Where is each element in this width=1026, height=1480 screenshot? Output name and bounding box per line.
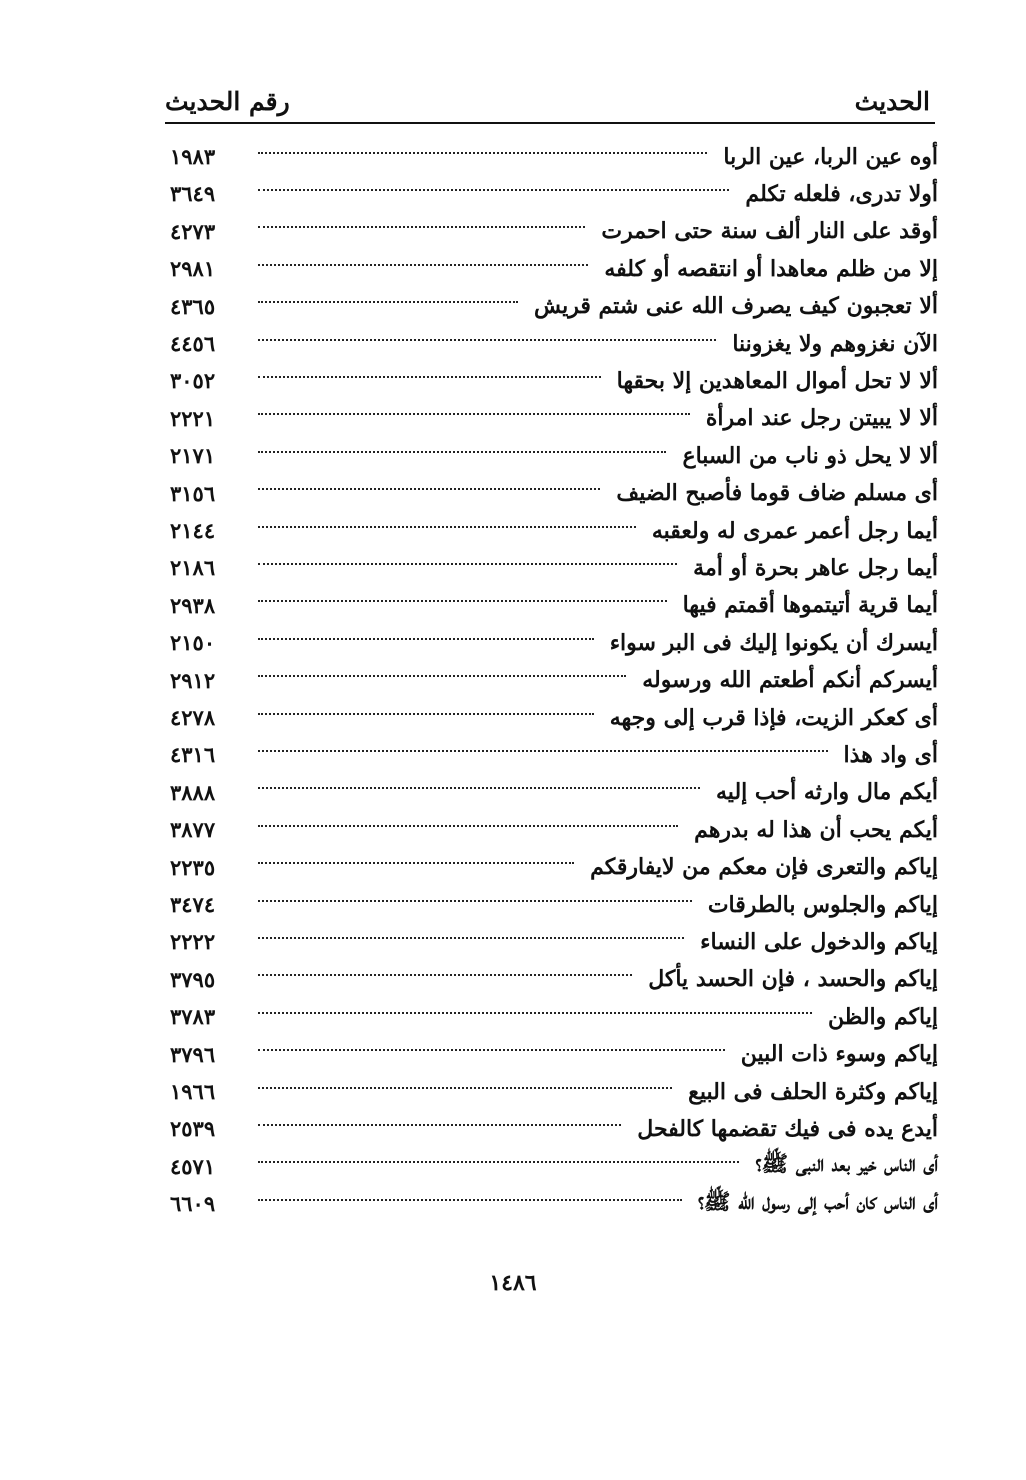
dot-leader — [258, 563, 677, 565]
dot-leader — [258, 638, 594, 640]
index-entry — [170, 325, 938, 362]
dot-leader — [258, 301, 518, 303]
dot-leader — [258, 825, 678, 827]
hadith-text: إياكم والتعرى فإن معكم من لايفارقكم — [590, 854, 938, 881]
index-entry — [170, 1036, 938, 1073]
index-entry — [170, 961, 938, 998]
hadith-text: إلا من ظلم معاهدا أو انتقصه أو كلفه — [604, 255, 938, 282]
dot-leader — [258, 675, 626, 677]
dot-leader — [258, 862, 574, 864]
hadith-number: ٤٤٥٦ — [170, 331, 216, 356]
hadith-number: ٣٨٨٨ — [170, 779, 216, 805]
hadith-number: ٣٧٩٦ — [170, 1041, 216, 1067]
dot-leader — [258, 1012, 812, 1014]
column-title-hadith-number: رقم الحديث — [165, 87, 290, 116]
hadith-text: أيكم مال وارثه أحب إليه — [716, 779, 938, 806]
hadith-number: ٣٦٤٩ — [170, 181, 216, 207]
index-entry — [170, 400, 938, 437]
index-entry — [170, 1185, 938, 1222]
hadith-text: أولا تدرى، فلعله تكلم — [745, 180, 938, 207]
dot-leader — [258, 713, 594, 715]
index-entry — [170, 549, 938, 586]
index-entry — [170, 587, 938, 624]
dot-leader — [258, 750, 828, 752]
hadith-number: ٢٩١٢ — [170, 667, 216, 693]
hadith-number: ٦٦٠٩ — [170, 1191, 216, 1217]
hadith-number: ٣٠٥٢ — [170, 368, 216, 394]
hadith-number: ٢٢٢١ — [170, 405, 216, 431]
dot-leader — [258, 787, 700, 789]
hadith-text: ألا لا يحل ذو ناب من السباع — [682, 442, 938, 469]
dot-leader — [258, 1087, 672, 1089]
hadith-number: ١٩٦٦ — [170, 1079, 216, 1104]
hadith-number: ٢٢٢٢ — [170, 929, 216, 955]
hadith-text: أيما قرية أتيتموها أقمتم فيها — [682, 592, 938, 619]
hadith-number: ٣٨٧٧ — [170, 817, 216, 843]
index-entry — [170, 437, 938, 474]
hadith-text: أيدع يده فى فيك تقضمها كالفحل — [637, 1115, 938, 1142]
hadith-text: أيما رجل عاهر بحرة أو أمة — [693, 554, 938, 581]
dot-leader — [258, 600, 667, 602]
dot-leader — [258, 451, 666, 453]
dot-leader — [258, 264, 588, 266]
hadith-number: ٣٧٨٣ — [170, 1004, 216, 1030]
index-entry — [170, 624, 938, 661]
hadith-text: أيسرك أن يكونوا إليك فى البر سواء — [609, 629, 938, 656]
hadith-text: أوه عين الربا، عين الربا — [723, 143, 938, 170]
hadith-number: ٤٣٦٥ — [170, 293, 216, 319]
index-entry — [170, 138, 938, 175]
index-entry — [170, 736, 938, 773]
index-entry — [170, 1073, 938, 1110]
index-entry — [170, 849, 938, 886]
index-entry — [170, 811, 938, 848]
index-entry — [170, 886, 938, 923]
index-entry — [170, 512, 938, 549]
index-entry — [170, 699, 938, 736]
page-header — [165, 80, 930, 120]
dot-leader — [258, 189, 729, 191]
index-entry — [170, 362, 938, 399]
hadith-number: ٣٧٩٥ — [170, 966, 216, 992]
hadith-number: ٤٥٧١ — [170, 1153, 216, 1179]
hadith-text: أى الناس خير بعد النبى ﷺ؟ — [755, 1151, 938, 1178]
hadith-text: إياكم وكثرة الحلف فى البيع — [688, 1078, 938, 1105]
hadith-number: ٤٢٧٣ — [170, 218, 216, 244]
index-entry — [170, 475, 938, 512]
dot-leader — [258, 1199, 682, 1201]
hadith-number: ٢٩٨١ — [170, 256, 216, 282]
hadith-number: ٣١٥٦ — [170, 480, 216, 506]
index-entry — [170, 923, 938, 960]
hadith-number: ٢١٨٦ — [170, 555, 216, 581]
hadith-number: ٢١٤٤ — [170, 518, 216, 543]
index-entry — [170, 1110, 938, 1147]
dot-leader — [258, 974, 632, 976]
header-rule — [165, 122, 935, 124]
index-entry — [170, 662, 938, 699]
dot-leader — [258, 488, 600, 490]
hadith-number: ٢١٥٠ — [170, 630, 216, 656]
dot-leader — [258, 339, 716, 341]
hadith-number: ٣٤٧٤ — [170, 892, 216, 917]
index-entry — [170, 1148, 938, 1185]
hadith-number: ٢٩٣٨ — [170, 592, 216, 618]
hadith-text: ألا لا تحل أموال المعاهدين إلا بحقها — [616, 367, 938, 394]
index-entry — [170, 288, 938, 325]
dot-leader — [258, 937, 684, 939]
hadith-text: أيسركم أنكم أطعتم الله ورسوله — [642, 667, 938, 694]
hadith-text: إياكم والجلوس بالطرقات — [707, 891, 938, 918]
hadith-text: إياكم والدخول على النساء — [700, 928, 938, 955]
dot-leader — [258, 376, 601, 378]
index-entry — [170, 998, 938, 1035]
hadith-number: ٤٢٧٨ — [170, 705, 216, 730]
hadith-number: ٢٢٣٥ — [170, 854, 216, 880]
dot-leader — [258, 226, 585, 228]
dot-leader — [258, 1161, 739, 1163]
dot-leader — [258, 526, 636, 528]
hadith-text: أيكم يحب أن هذا له بدرهم — [694, 816, 938, 843]
dot-leader — [258, 413, 690, 415]
index-entry — [170, 250, 938, 287]
hadith-text: إياكم والحسد ، فإن الحسد يأكل — [648, 966, 938, 993]
hadith-text: أى مسلم ضاف قوما فأصبح الضيف — [616, 480, 938, 507]
hadith-text: ألا تعجبون كيف يصرف الله عنى شتم قريش — [534, 293, 938, 320]
hadith-text: الآن نغزوهم ولا يغزوننا — [732, 330, 938, 357]
dot-leader — [258, 1124, 621, 1126]
hadith-number: ١٩٨٣ — [170, 144, 216, 169]
hadith-text: أى واد هذا — [843, 741, 938, 768]
hadith-text: أيما رجل أعمر عمرى له ولعقبه — [651, 517, 938, 544]
dot-leader — [258, 1049, 725, 1051]
hadith-text: أوقد على النار ألف سنة حتى احمرت — [601, 218, 938, 245]
hadith-text: أى كعكر الزيت، فإذا قرب إلى وجهه — [609, 704, 938, 731]
page-number: ١٤٨٦ — [489, 1270, 537, 1296]
hadith-text: إياكم وسوء ذات البين — [740, 1041, 938, 1068]
hadith-number: ٢٥٣٩ — [170, 1116, 216, 1142]
column-title-hadith: الحديث — [854, 87, 930, 116]
dot-leader — [258, 152, 707, 154]
hadith-text: ألا لا يبيتن رجل عند امرأة — [705, 405, 938, 432]
index-entry — [170, 774, 938, 811]
hadith-number: ٤٣١٦ — [170, 742, 216, 768]
index-entry — [170, 213, 938, 250]
index-entry — [170, 175, 938, 212]
hadith-number: ٢١٧١ — [170, 443, 216, 469]
dot-leader — [258, 900, 692, 902]
hadith-text: أى الناس كان أحب إلى رسول الله ﷺ؟ — [697, 1188, 938, 1215]
hadith-text: إياكم والظن — [828, 1003, 938, 1030]
